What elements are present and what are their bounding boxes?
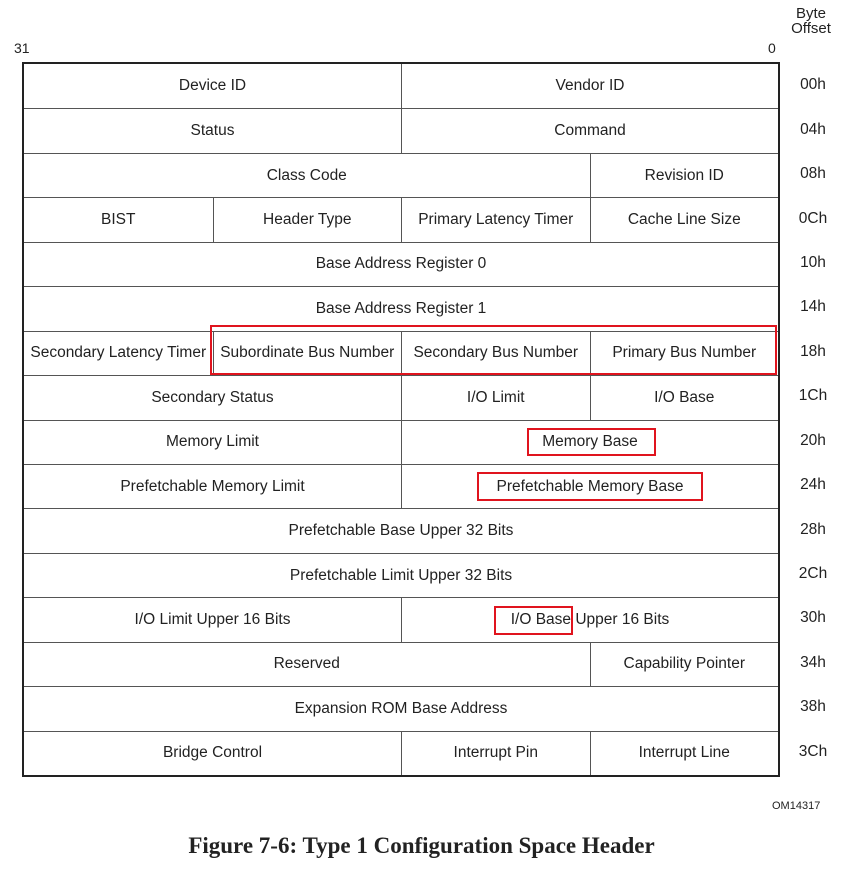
register-field: Prefetchable Base Upper 32 Bits: [288, 522, 514, 540]
register-field: Header Type: [213, 198, 402, 241]
register-field: Capability Pointer: [590, 643, 779, 686]
register-field: Device ID: [178, 77, 247, 95]
bit-31-label: 31: [14, 40, 30, 56]
register-field: Primary Bus Number: [590, 332, 779, 375]
register-field: Interrupt Line: [590, 732, 779, 775]
byte-offset: 10h: [800, 253, 826, 271]
byte-offset: 34h: [800, 653, 826, 671]
register-field: Prefetchable Limit Upper 32 Bits: [289, 566, 513, 584]
register-field: Memory Limit: [165, 433, 259, 451]
byte-offset: 28h: [800, 520, 826, 538]
register-field: Secondary Latency Timer: [30, 344, 207, 362]
highlight-bus-numbers: [210, 325, 777, 375]
register-field: Base Address Register 1: [315, 299, 487, 317]
register-field: I/O Limit: [401, 376, 590, 419]
register-field: Cache Line Size: [590, 198, 779, 241]
register-field: Status: [190, 122, 235, 140]
byte-offset: 14h: [800, 298, 826, 316]
register-field: Bridge Control: [162, 744, 263, 762]
register-row: [24, 64, 778, 108]
register-field: Reserved: [273, 655, 340, 673]
register-field: Prefetchable Memory Limit: [120, 477, 305, 495]
register-row: [24, 642, 778, 686]
byte-offset: 08h: [800, 165, 826, 183]
register-field: Subordinate Bus Number: [213, 332, 402, 375]
register-field: Secondary Bus Number: [401, 332, 590, 375]
register-row: [24, 420, 778, 464]
highlight-io-base: [494, 606, 573, 635]
bit-0-label: 0: [768, 40, 776, 56]
register-row: [24, 153, 778, 197]
register-field: Expansion ROM Base Address: [294, 699, 508, 717]
register-row: [24, 108, 778, 152]
register-row: [24, 508, 778, 552]
byte-offset: 04h: [800, 120, 826, 138]
byte-offset: 00h: [800, 76, 826, 94]
byte-offset: 3Ch: [798, 742, 828, 760]
register-row: [24, 197, 778, 241]
register-field: I/O Base: [590, 376, 779, 419]
register-field: I/O Base Upper 16 Bits: [401, 598, 778, 641]
register-field: Vendor ID: [401, 64, 778, 108]
figure-caption: Figure 7-6: Type 1 Configuration Space Header: [188, 833, 655, 858]
byte-offset-header: Byte Offset: [791, 5, 831, 37]
register-row: [24, 553, 778, 597]
register-row: [24, 242, 778, 286]
register-field: Prefetchable Memory Base: [401, 465, 778, 508]
byte-offset: 24h: [800, 476, 826, 494]
register-field: Command: [401, 109, 778, 152]
register-field: Class Code: [266, 166, 347, 184]
byte-offset: 0Ch: [798, 209, 828, 227]
byte-offset: 18h: [800, 342, 826, 360]
register-row: [24, 597, 778, 641]
byte-offset: 2Ch: [798, 565, 828, 583]
highlight-prefetchable-memory-base: [477, 472, 703, 501]
register-row: [24, 731, 778, 775]
byte-offset: 30h: [800, 609, 826, 627]
byte-offset: 1Ch: [798, 387, 828, 405]
config-space-register-table: [22, 62, 780, 777]
register-field: BIST: [101, 211, 136, 229]
register-field: Secondary Status: [151, 388, 274, 406]
figure-id: OM14317: [772, 800, 821, 812]
byte-offset: 20h: [800, 431, 826, 449]
register-field: Base Address Register 0: [315, 255, 487, 273]
highlight-memory-base: [527, 428, 656, 456]
register-field: Memory Base: [401, 421, 778, 464]
byte-offset: 38h: [800, 698, 826, 716]
register-row: [24, 375, 778, 419]
register-field: I/O Limit Upper 16 Bits: [134, 610, 291, 628]
register-field: Primary Latency Timer: [401, 198, 590, 241]
register-field: Revision ID: [590, 154, 779, 197]
register-row: [24, 286, 778, 330]
register-field: Interrupt Pin: [401, 732, 590, 775]
register-row: [24, 686, 778, 730]
